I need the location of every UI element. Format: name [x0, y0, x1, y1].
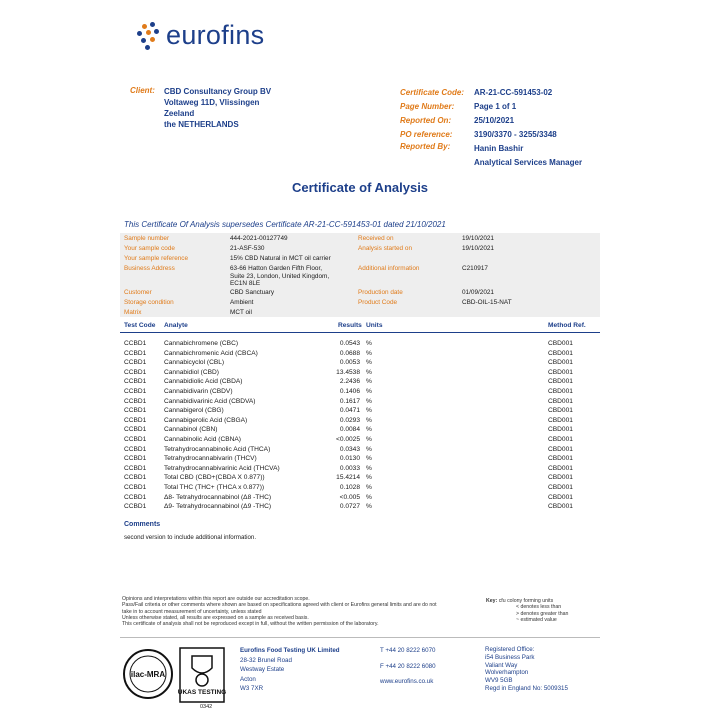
logo-dot: [142, 24, 147, 29]
cell-unit: %: [366, 464, 372, 472]
comments-label: Comments: [124, 521, 161, 528]
table-row: [120, 398, 600, 408]
client-line: Zeeland: [164, 109, 195, 118]
cell-test-code: CCBD1: [124, 445, 147, 453]
cell-result: 0.0688: [339, 349, 360, 357]
reg-line: i54 Business Park: [485, 653, 535, 661]
cell-unit: %: [366, 426, 372, 434]
sample-value: 19/10/2021: [462, 245, 494, 252]
header-analyte: Analyte: [164, 322, 188, 329]
table-row: [120, 503, 600, 513]
cell-test-code: CCBD1: [124, 359, 147, 367]
cell-result: 0.0053: [339, 359, 360, 367]
reported-by-name: Hanin Bashir: [474, 144, 524, 153]
header-results: Results: [338, 322, 362, 329]
sample-label: Sample number: [124, 235, 170, 242]
eurofins-logo: [132, 18, 272, 58]
address-line: W3 7XR: [240, 685, 264, 693]
key-line: > denotes greater than: [516, 610, 569, 617]
footer-address: [240, 646, 340, 694]
table-header: [120, 320, 600, 333]
cell-analyte: Tetrahydrocannabivarin (THCV): [164, 455, 257, 463]
logo-dot: [141, 38, 146, 43]
table-row: [120, 465, 600, 475]
client-line: CBD Consultancy Group BV: [164, 87, 272, 96]
cell-result: 0.0343: [339, 445, 360, 453]
cell-analyte: Tetrahydrocannabinolic Acid (THCA): [164, 445, 271, 453]
reg-line: Valiant Way: [485, 661, 518, 669]
footer-divider: [120, 637, 600, 638]
page-number-label: Page Number:: [400, 102, 455, 111]
disclaimer-line: This certificate of analysis shall not be reproduced except in full, without the written permission of the laboratory.: [122, 621, 379, 628]
cell-unit: %: [366, 474, 372, 482]
cell-method: CBD001: [548, 388, 573, 395]
cell-method: CBD001: [548, 426, 573, 434]
sample-value: 01/09/2021: [462, 289, 494, 296]
sample-label: Business Address: [124, 265, 175, 272]
cell-unit: %: [366, 378, 372, 386]
disclaimer-line: take in to account measurement of uncertainty, unless stated: [122, 608, 262, 615]
cell-analyte: Cannabigerolic Acid (CBGA): [164, 416, 248, 424]
client-label: Client:: [130, 86, 155, 95]
cell-analyte: Cannabidiol (CBD): [164, 368, 219, 376]
key-line: ~ estimated value: [516, 616, 557, 623]
logo-dot: [150, 22, 155, 27]
cell-test-code: CCBD1: [124, 436, 147, 443]
cell-analyte: Cannabidivarinic Acid (CBDVA): [164, 397, 256, 405]
sample-label: Your sample reference: [124, 255, 189, 262]
cell-test-code: CCBD1: [124, 388, 147, 395]
cell-analyte: Cannabidivarin (CBDV): [164, 388, 233, 395]
po-reference-value: 3190/3370 - 3255/3348: [474, 130, 557, 139]
cell-analyte: Δ8- Tetrahydrocannabinol (Δ8 -THC): [164, 493, 272, 501]
cell-result: 0.1617: [339, 397, 360, 405]
cell-test-code: CCBD1: [124, 397, 147, 405]
table-row: [120, 407, 600, 417]
cell-unit: %: [366, 416, 372, 424]
key-line: < denotes less than: [516, 604, 562, 611]
logo-dot: [146, 30, 151, 35]
table-row: [120, 474, 600, 484]
address-line: Acton: [240, 675, 256, 683]
key-line: cfu colony forming units: [498, 598, 554, 604]
cell-result: 0.0130: [339, 455, 360, 463]
accreditation-logos: [120, 646, 230, 704]
table-row: [120, 426, 600, 436]
accreditation-marks: [120, 646, 230, 710]
cell-test-code: CCBD1: [124, 455, 147, 463]
cell-test-code: CCBD1: [124, 464, 147, 472]
cell-unit: %: [366, 359, 372, 367]
client-line: the NETHERLANDS: [164, 120, 239, 129]
sample-value: C210917: [462, 265, 488, 272]
comments-text: second version to include additional information.: [124, 534, 257, 541]
cell-unit: %: [366, 445, 372, 453]
cell-method: CBD001: [548, 378, 573, 386]
reported-by-values: [474, 142, 582, 170]
cell-unit: %: [366, 493, 372, 501]
cell-method: CBD001: [548, 503, 573, 511]
certificate-code-label: Certificate Code:: [400, 88, 465, 97]
sample-value: CBD-OIL-15-NAT: [462, 299, 512, 306]
cell-analyte: Cannabichromene (CBC): [164, 340, 239, 347]
table-row: [120, 388, 600, 398]
cell-method: CBD001: [548, 455, 573, 463]
logo-dot: [154, 29, 159, 34]
cell-test-code: CCBD1: [124, 340, 147, 347]
cell-result: 0.1406: [339, 388, 360, 395]
header-values: [474, 86, 557, 142]
sample-label: Your sample code: [124, 245, 175, 252]
cell-unit: %: [366, 436, 372, 443]
table-row: [120, 436, 600, 446]
footer-registered: [485, 646, 568, 693]
supersede-note: This Certificate Of Analysis supersedes Certificate AR-21-CC-591453-01 dated 21/10/2021: [124, 220, 446, 229]
address-line: 28-32 Brunel Road: [240, 656, 292, 664]
key-label: Key:: [486, 598, 498, 604]
cell-method: CBD001: [548, 445, 573, 453]
cell-test-code: CCBD1: [124, 407, 147, 415]
cell-analyte: Cannabichromenic Acid (CBCA): [164, 349, 258, 357]
phone: T +44 20 8222 6070: [380, 647, 436, 654]
disclaimer-line: Opinions and interpretations within this report are outside our accreditation scope.: [122, 596, 310, 602]
cell-result: <0.0025: [335, 436, 360, 443]
po-reference-label: PO reference:: [400, 130, 453, 139]
sample-label: Customer: [124, 289, 152, 296]
cell-analyte: Cannabigerol (CBG): [164, 407, 224, 415]
address-line: Westway Estate: [240, 666, 285, 674]
cell-result: 0.0727: [339, 503, 360, 511]
sample-label: Product Code: [358, 299, 398, 306]
ilac-mark-text: ilac-MRA: [130, 670, 166, 679]
sample-label: Storage condition: [124, 299, 174, 306]
table-row: [120, 359, 600, 369]
cell-test-code: CCBD1: [124, 368, 147, 376]
sample-value: 15% CBD Natural in MCT oil carrier: [230, 255, 331, 262]
cell-test-code: CCBD1: [124, 378, 147, 386]
cell-analyte: Total THC (THC+ (THCA x 0.877)): [164, 484, 265, 491]
reported-by-label: Reported By:: [400, 142, 451, 151]
cell-unit: %: [366, 455, 372, 463]
brand-name: eurofins: [166, 20, 265, 50]
cell-unit: %: [366, 407, 372, 415]
table-row: [120, 484, 600, 494]
cell-method: CBD001: [548, 484, 573, 491]
cell-method: CBD001: [548, 368, 573, 376]
cell-method: CBD001: [548, 493, 573, 501]
table-row: [120, 378, 600, 388]
sample-value: Ambient: [230, 299, 254, 306]
cell-unit: %: [366, 388, 372, 395]
footer-contact: [380, 646, 436, 687]
cell-method: CBD001: [548, 436, 573, 443]
logo-dot: [145, 45, 150, 50]
sample-label: Additional information: [358, 265, 420, 272]
sample-info-panel: [120, 233, 600, 317]
key-legend: [486, 598, 606, 623]
website-link[interactable]: www.eurofins.co.uk: [380, 678, 434, 686]
cell-test-code: CCBD1: [124, 474, 147, 482]
cell-test-code: CCBD1: [124, 416, 147, 424]
sample-value: 63-66 Hatton Garden Fifth Floor, Suite 23, London, United Kingdom, EC1N 8LE: [230, 265, 330, 287]
cell-analyte: Cannabicyclol (CBL): [164, 359, 225, 367]
cell-method: CBD001: [548, 416, 573, 424]
header-units: Units: [366, 322, 383, 329]
header-labels: [400, 86, 464, 142]
cell-test-code: CCBD1: [124, 484, 147, 491]
cell-result: 0.0033: [339, 464, 360, 472]
cell-result: 0.1028: [339, 484, 360, 491]
accreditation-number: 0342: [200, 704, 213, 710]
cell-result: 13.4538: [336, 368, 360, 376]
cell-method: CBD001: [548, 349, 573, 357]
table-row: [120, 417, 600, 427]
reported-on-value: 25/10/2021: [474, 116, 515, 125]
reg-line: Regd in England No: 5009315: [485, 684, 568, 692]
reg-line: WV9 5GB: [485, 677, 513, 685]
cell-result: 15.4214: [336, 474, 360, 482]
cell-analyte: Cannabinol (CBN): [164, 426, 218, 434]
table-row: [120, 340, 600, 350]
company-name: Eurofins Food Testing UK Limited: [240, 647, 340, 654]
logo-dot: [150, 37, 155, 42]
logo-dot: [137, 31, 142, 36]
disclaimer: [122, 596, 482, 627]
cell-result: 2.2436: [339, 378, 360, 386]
sample-value: 21-ASF-530: [230, 245, 265, 252]
cell-method: CBD001: [548, 407, 573, 415]
reg-line: Registered Office:: [485, 646, 535, 653]
sample-label: Production date: [358, 289, 403, 296]
cell-test-code: CCBD1: [124, 349, 147, 357]
cell-analyte: Δ9- Tetrahydrocannabinol (Δ9 -THC): [164, 503, 272, 511]
table-row: [120, 369, 600, 379]
cell-test-code: CCBD1: [124, 493, 147, 501]
sample-value: MCT oil: [230, 309, 252, 316]
disclaimer-line: Unless otherwise stated, all results are expressed on a sample as received basis.: [122, 614, 309, 621]
page-title: Certificate of Analysis: [291, 180, 429, 195]
cell-unit: %: [366, 397, 372, 405]
ukas-mark-text: UKAS TESTING: [177, 689, 227, 696]
sample-value: 444-2021-00127749: [230, 235, 288, 242]
cell-analyte: Cannabidiolic Acid (CBDA): [164, 378, 243, 386]
cell-result: 0.0293: [339, 416, 360, 424]
reg-line: Wolverhampton: [485, 669, 529, 677]
sample-value: CBD Sanctuary: [230, 289, 275, 296]
disclaimer-line: Pass/Fail criteria or other comments where shown are based on specifications agreed with client or Eurofins general limits and are do not: [122, 602, 437, 609]
reported-by-role: Analytical Services Manager: [474, 158, 583, 167]
cell-test-code: CCBD1: [124, 503, 147, 511]
certificate-code-value: AR-21-CC-591453-02: [474, 88, 553, 97]
client-line: Voltaweg 11D, Vlissingen: [164, 98, 260, 107]
table-row: [120, 494, 600, 504]
cell-unit: %: [366, 368, 372, 376]
cell-method: CBD001: [548, 474, 573, 482]
sample-label: Received on: [358, 235, 394, 242]
cell-method: CBD001: [548, 340, 573, 347]
cell-unit: %: [366, 503, 372, 511]
table-row: [120, 455, 600, 465]
cell-unit: %: [366, 340, 372, 347]
cell-unit: %: [366, 484, 372, 491]
cell-method: CBD001: [548, 359, 573, 367]
fax: F +44 20 8222 6080: [380, 662, 436, 670]
table-row: [120, 446, 600, 456]
cell-test-code: CCBD1: [124, 426, 147, 434]
cell-method: CBD001: [548, 397, 573, 405]
sample-label: Matrix: [124, 309, 142, 316]
cell-analyte: Cannabinolic Acid (CBNA): [164, 436, 241, 443]
header-test-code: Test Code: [124, 322, 156, 329]
client-address: [164, 86, 271, 130]
cell-result: 0.0543: [339, 340, 360, 347]
sample-label: Analysis started on: [358, 245, 412, 252]
header-method: Method Ref.: [548, 322, 586, 329]
sample-value: 19/10/2021: [462, 235, 494, 242]
cell-unit: %: [366, 349, 372, 357]
cell-method: CBD001: [548, 464, 573, 472]
cell-result: 0.0084: [339, 426, 360, 434]
cell-result: <0.005: [339, 493, 360, 501]
cell-analyte: Total CBD (CBD+(CBDA X 0.877)): [164, 474, 265, 482]
cell-analyte: Tetrahydrocannabivarinic Acid (THCVA): [164, 464, 280, 472]
reported-on-label: Reported On:: [400, 116, 452, 125]
page-number-value: Page 1 of 1: [474, 102, 517, 111]
table-row: [120, 350, 600, 360]
cell-result: 0.0471: [339, 407, 360, 415]
